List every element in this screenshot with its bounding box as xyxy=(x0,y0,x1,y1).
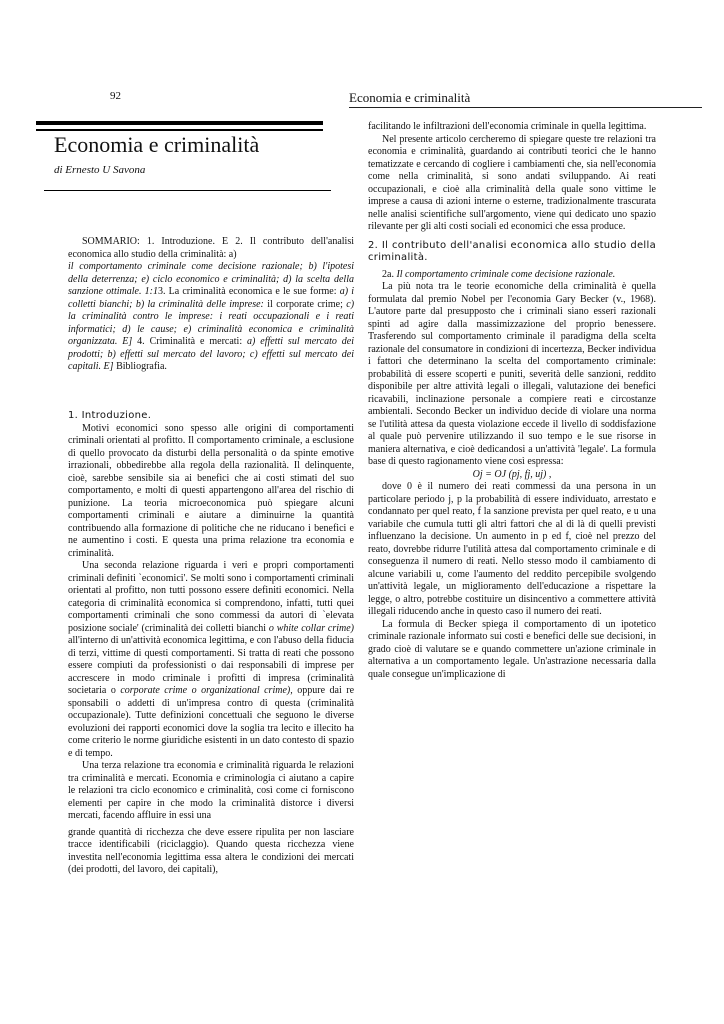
paragraph: La formula di Becker spiega il comportamento di un ipotetico criminale razionale informato sui costi e benefici delle sue decisioni, in grado cioè di valutare se e quando commettere un'azione criminale in alternativa a un comportamento legale. Un'astrazione necessaria dalla quale consegue un'implicazione di xyxy=(368,618,656,680)
right-column xyxy=(368,121,656,681)
section-1-heading: 1. Introduzione. xyxy=(68,410,152,421)
title-rule-thick xyxy=(36,121,323,125)
author-rule xyxy=(44,190,331,191)
paragraph: La più nota tra le teorie economiche della criminalità è quella formulata dal premio Nobel per l'economia Gary Becker (v., 1968). L'autore parte dal presupposto che i criminali siano esseri razionali spinti ad agire dalla massimizzazione del proprio benessere. Trasferendo sul comportamento criminale il paradigma della scelta razionale del consumatore in condizioni di incertezza, Becker individua i fattori che determinano la scelta del comportamento criminale: probabilità di essere scoperti e puniti, severità delle sanzioni, reddito disponibile per altre attività legali o illegali, valutazione dei benefici ricavabili, inclinazione personale a compiere reati e circostanze ambientali. Secondo Becker un individuo decide di violare una norma se l'utilità attesa da questa violazione eccede il livello di soddisfazione al quale può pervenire utilizzando il suo tempo e le sue risorse in maniera alternativa, e cioè dedicandosi a un'attività 'legale'. La formula base di questo ragionamento viene così espressa: xyxy=(368,281,656,467)
paragraph: grande quantità di ricchezza che deve essere ripulita per non lasciare tracce identificabili (riciclaggio). Quando questa ricchezza viene investita nell'economia legittima essa altera le condizioni dei mercati (dei prodotti, del lavoro, dei capitali), xyxy=(68,826,354,875)
paragraph: facilitando le infiltrazioni dell'economia criminale in quella legittima. xyxy=(368,121,647,132)
subsection-2a-heading: 2a. Il comportamento criminale come decisione razionale. xyxy=(382,268,616,280)
summary-list: il comportamento criminale come decisione razionale; b) l'ipotesi della deterrenza; e) ciclo economico e criminalità; d) la scelta della sanzione ottimale. 1:13. La criminalità economica e le sue forme: a) i colletti bianchi; b) la criminalità delle imprese: il corporate crime; c) la criminalità contro le imprese: i reati occupazionali e i reati informatici; d) le cause; e) criminalità economica e criminalità organizzata. E] 4. Criminalità e mercati: a) effetti sul mercato dei prodotti; b) effetti sul mercato del lavoro; c) effetti sul mercato dei capitali. E] Bibliografia. xyxy=(68,261,355,372)
article-title: Economia e criminalità xyxy=(54,132,260,157)
section-2-heading: 2. Il contributo dell'analisi economica allo studio della criminalità. xyxy=(368,239,656,263)
article-author: di Ernesto U Savona xyxy=(54,164,146,176)
paragraph: Nel presente articolo cercheremo di spiegare queste tre relazioni tra economia e criminalità, guardando ai contributi teorici che le hanno tematizzate e cercando di cogliere i cambiamenti che, sia nell'economia come nella criminalità, si sono andati sviluppando. Ai reati occupazionali, e cioè alla criminalità della quale sono vittime le imprese a causa di azioni interne o esterne, tradizionalmente trascurata nelle analisi scientifiche sull'argomento, viene qui dedicato uno spazio rilevante per gli alti costi sociali ed economici che essa produce. xyxy=(368,133,656,232)
title-rule-thin xyxy=(36,129,323,131)
page-number: 92 xyxy=(110,90,121,102)
becker-formula: Oj = OJ (pj, fj, uj) , xyxy=(472,468,552,480)
paragraph: Una terza relazione tra economia e criminalità riguarda le relazioni tra criminalità e mercati. Economia e criminologia ci aiutano a capire le relazioni tra ciclo economico e criminalità, così come ci forniscono elementi per capire in che modo la criminalità distorce i diversi mercati, facendo affluire in essi una xyxy=(68,760,354,821)
paragraph: Motivi economici sono spesso alle origini di comportamenti criminali orientati al profitto. Il comportamento criminale, a esclusione di quello provocato da disturbi della personalità o da spinte emotive irrazionali, obbedirebbe alla regola della razionalità. Il delinquente, cioè, sarebbe sensibile sia ai benefici che ai costi stimati del suo comportamento, e molti di questi appartengono all'area del rischio di punizione. La teoria microeconomica può spiegare alcuni comportamenti criminali e aiutare a diminuirne la quantità contribuendo alla formazione di politiche che ne riducano i benefici e ne aumentino i costi. E questa una prima relazione tra economia e criminalità. xyxy=(68,422,354,559)
summary-block xyxy=(68,236,354,374)
paragraph: dove 0 è il numero dei reati commessi da una persona in un particolare periodo j, p la probabilità di essere individuato, arrestato e condannato per quel reato, f la sanzione prevista per quel reato, e u una variabile che cumula tutti gli altri fattori che al di là di quelli previsti influenzano la decisione. Un aumento in p ed f, cioè nel prezzo del reato, dovrebbe ridurre l'utilità attesa dal comportamento criminale e di conseguenza il numero di reati. Nello stesso modo il cambiamento di alcune variabili u, come l'aumento del reddito percepibile svolgendo un'attività legale, un miglioramento dell'educazione a rispettare la legge, o altro, potrebbe costituire un disincentivo a commettere attività illegali riducendo anche in questo caso il numero dei reati. xyxy=(368,481,656,617)
running-title: Economia e criminalità xyxy=(349,90,471,105)
summary-intro: SOMMARIO: 1. Introduzione. E 2. Il contributo dell'analisi economica allo studio della criminalità: a) xyxy=(68,236,354,260)
paragraph: Una seconda relazione riguarda i veri e propri comportamenti criminali definiti `economici'. Se molti sono i comportamenti criminali orientati al profitto, non tutti possono essere definiti economici. Nella categoria di criminalità economica si comprendono, infatti, tutti quei comportamenti criminali che sono commessi da autori di `elevata posizione sociale' (criminalità dei colletti bianchi o white collar crime) all'interno di un'attività economica legittima, e con l'abuso della fiducia di terzi, vittime di questi comportamenti. Si tratta di reati che possono essere compiuti da professionisti o dai responsabili di imprese per accrescere in modo criminale i profitti di impresa (criminalità societaria o corporate crime o organizational crime), oppure dai re sponsabili o addetti di un'impresa contro di questa (criminalità occupazionale). Tutte definizioni concettuali che seguono le diverse evoluzioni dei rapporti economici dove la soglia tra lecito e illecito ha come criterio le norme giuridiche esistenti in un dato contesto di spazio e di tempo. xyxy=(68,560,355,759)
section-1 xyxy=(68,410,354,877)
header-rule xyxy=(349,107,702,108)
